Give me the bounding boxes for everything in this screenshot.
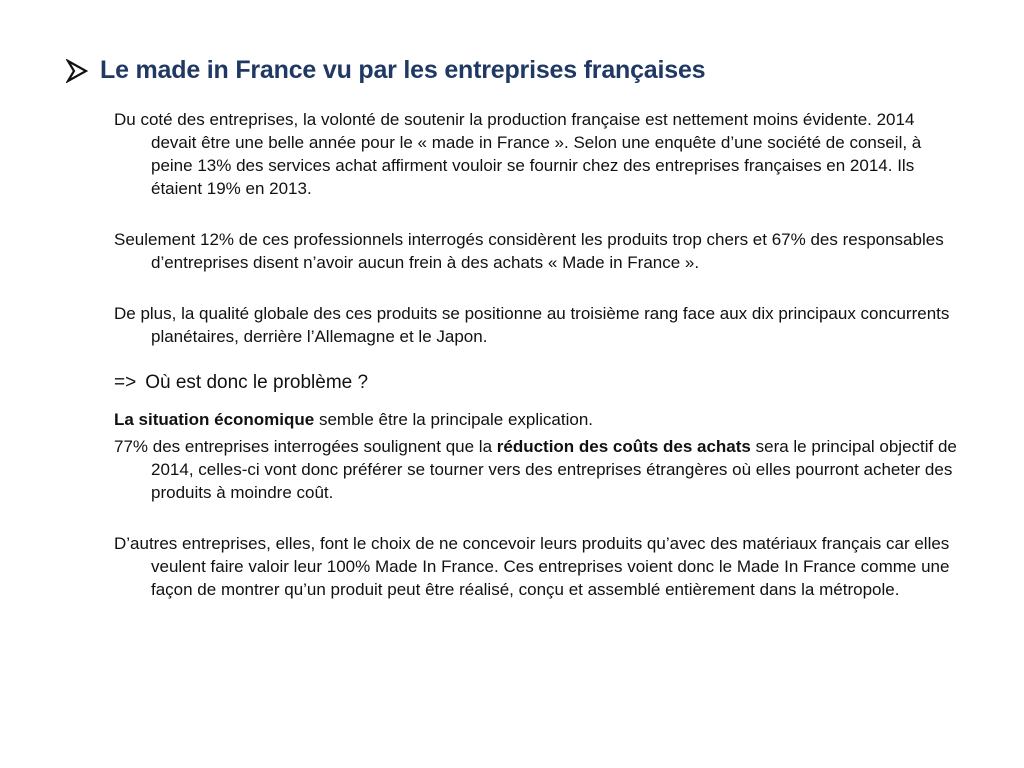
- paragraph-6-start: 77% des entreprises interrogées soulignent que la: [114, 437, 497, 456]
- question-text: Où est donc le problème ?: [145, 372, 369, 393]
- paragraph-6-end: sera le principal objectif de 2014, celles-ci vont donc préférer se tourner vers des entreprises étrangères où elles pourront acheter des produits à moindre coût.: [151, 437, 957, 502]
- paragraph-5-text: semble être la principale explication.: [314, 410, 594, 429]
- title-row: [66, 56, 705, 85]
- arrowhead-bullet-icon: [66, 59, 88, 83]
- paragraph-7: D’autres entreprises, elles, font le choix de ne concevoir leurs produits qu’avec des matériaux français car elles veulent faire valoir leur 100% Made In France. Ces entreprises voient donc le Made In France comme une façon de montrer qu’un produit peut être réalisé, conçu et assemblé entièrement dans la métropole.: [114, 534, 950, 599]
- question-arrow: =>: [114, 372, 137, 393]
- paragraph-3: De plus, la qualité globale des ces produits se positionne au troisième rang face aux dix principaux concurrents planétaires, derrière l’Allemagne et le Japon.: [114, 304, 950, 346]
- question-line: [114, 370, 964, 396]
- slide-title: Le made in France vu par les entreprises françaises: [100, 56, 706, 84]
- paragraph-1: Du coté des entreprises, la volonté de soutenir la production française est nettement moins évidente. 2014 devait être une belle année pour le « made in France ». Selon une enquête d’une société de conseil, à peine 13% des services achat affirment vouloir se fournir chez des entreprises françaises en 2014. Ils étaient 19% en 2013.: [114, 110, 922, 198]
- paragraph-5-bold: La situation économique: [114, 410, 315, 429]
- paragraph-6-bold: réduction des coûts des achats: [496, 437, 751, 456]
- slide-body: [114, 108, 964, 601]
- paragraph-6: [114, 435, 964, 504]
- paragraph-5: [114, 408, 964, 431]
- paragraph-2: Seulement 12% de ces professionnels interrogés considèrent les produits trop chers et 67% des responsables d’entreprises disent n’avoir aucun frein à des achats « Made in France ».: [114, 230, 944, 272]
